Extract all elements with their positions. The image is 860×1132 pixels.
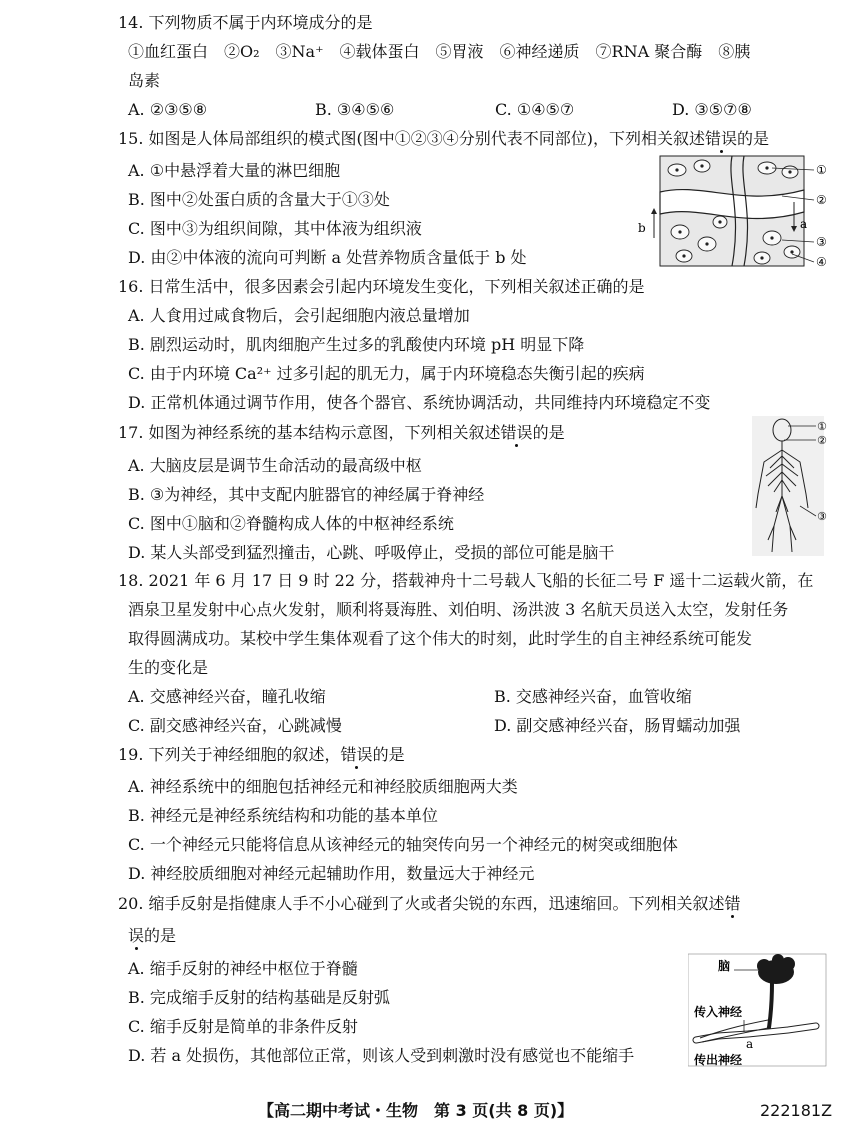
q20-stem-err1: 错 — [724, 894, 741, 913]
q20-stem-post: 的是 — [144, 926, 177, 945]
q15-stem-post: 的是 — [737, 129, 770, 148]
q17-option-b: B. ③为神经，其中支配内脏器官的神经属于脊神经 — [128, 485, 485, 504]
q15-option-b: B. 图中②处蛋白质的含量大于①③处 — [128, 190, 390, 209]
tissue-label-4: ④ — [816, 255, 827, 269]
q20-stem-line2 — [128, 925, 176, 947]
q17-stem — [118, 422, 565, 444]
footer-code: 222181Z — [760, 1101, 833, 1120]
q18-stem-line4: 生的变化是 — [128, 658, 209, 677]
reflex-label-afferent: 传入神经 — [694, 1005, 743, 1019]
q16-option-b: B. 剧烈运动时，肌肉细胞产生过多的乳酸使内环境 pH 明显下降 — [128, 335, 585, 354]
q18-stem-line1: 18. 2021 年 6 月 17 日 9 时 22 分，搭载神舟十二号载人飞船的长征二号 F 遥十二运载火箭，在 — [118, 571, 814, 590]
tissue-label-1: ① — [816, 163, 827, 177]
q14-option-c: C. ①④⑤⑦ — [495, 100, 575, 119]
q15-option-a: A. ①中悬浮着大量的淋巴细胞 — [128, 161, 341, 180]
q20-option-d: D. 若 a 处损伤，其他部位正常，则该人受到刺激时没有感觉也不能缩手 — [128, 1046, 635, 1065]
tissue-label-b: b — [638, 221, 646, 235]
q15-stem-err: 错误 — [705, 129, 738, 148]
q15-stem-pre: 15. 如图是人体局部组织的模式图(图中①②③④分别代表不同部位)，下列相关叙述 — [118, 129, 706, 148]
q14-option-d: D. ③⑤⑦⑧ — [672, 100, 752, 119]
q16-option-a: A. 人食用过咸食物后，会引起细胞内液总量增加 — [128, 306, 470, 325]
q18-option-d: D. 副交感神经兴奋，肠胃蠕动加强 — [494, 716, 741, 735]
q18-option-c: C. 副交感神经兴奋，心跳减慢 — [128, 716, 342, 735]
q16-option-c: C. 由于内环境 Ca²⁺ 过多引起的肌无力，属于内环境稳态失衡引起的疾病 — [128, 364, 645, 383]
q14-option-a: A. ②③⑤⑧ — [128, 100, 208, 119]
q18-stem-line2: 酒泉卫星发射中心点火发射，顺利将聂海胜、刘伯明、汤洪波 3 名航天员送入太空，发射任务 — [128, 600, 789, 619]
q14-option-b: B. ③④⑤⑥ — [315, 100, 395, 119]
reflex-label-efferent: 传出神经 — [694, 1053, 743, 1067]
q16-option-d: D. 正常机体通过调节作用，使各个器官、系统协调活动，共同维持内环境稳定不变 — [128, 393, 711, 412]
ns-label-1: ① — [817, 420, 827, 433]
tissue-label-a: a — [800, 217, 808, 231]
q19-option-a: A. 神经系统中的细胞包括神经元和神经胶质细胞两大类 — [128, 777, 518, 796]
tissue-label-2: ② — [816, 193, 827, 207]
q17-stem-pre: 17. 如图为神经系统的基本结构示意图，下列相关叙述 — [118, 423, 501, 442]
reflex-arc-diagram — [688, 950, 830, 1072]
q20-option-a: A. 缩手反射的神经中枢位于脊髓 — [128, 959, 358, 978]
nervous-system-diagram — [752, 416, 834, 556]
q20-stem-pre: 20. 缩手反射是指健康人手不小心碰到了火或者尖锐的东西，迅速缩回。下列相关叙述 — [118, 894, 725, 913]
q17-option-d: D. 某人头部受到猛烈撞击，心跳、呼吸停止，受损的部位可能是脑干 — [128, 543, 615, 562]
q17-option-c: C. 图中①脑和②脊髓构成人体的中枢神经系统 — [128, 514, 454, 533]
q20-option-b: B. 完成缩手反射的结构基础是反射弧 — [128, 988, 390, 1007]
tissue-label-3: ③ — [816, 235, 827, 249]
q20-option-c: C. 缩手反射是简单的非条件反射 — [128, 1017, 358, 1036]
reflex-label-brain: 脑 — [718, 959, 731, 973]
q18-option-a: A. 交感神经兴奋，瞳孔收缩 — [128, 687, 326, 706]
ns-label-3: ③ — [817, 510, 827, 523]
q14-stem: 14. 下列物质不属于内环境成分的是 — [118, 13, 373, 32]
q14-items-line2: 岛素 — [128, 71, 161, 90]
footer-title: 【高二期中考试・生物 第 3 页(共 8 页)】 — [258, 1101, 574, 1120]
q19-option-b: B. 神经元是神经系统结构和功能的基本单位 — [128, 806, 438, 825]
q20-stem-err2: 误 — [128, 926, 145, 945]
q19-stem — [118, 744, 405, 766]
q19-option-c: C. 一个神经元只能将信息从该神经元的轴突传向另一个神经元的树突或细胞体 — [128, 835, 678, 854]
q14-items-line1: ①血红蛋白 ②O₂ ③Na⁺ ④载体蛋白 ⑤胃液 ⑥神经递质 ⑦RNA 聚合酶 ⑧胰 — [128, 42, 751, 61]
q19-stem-pre: 19. 下列关于神经细胞的叙述， — [118, 745, 341, 764]
q17-option-a: A. 大脑皮层是调节生命活动的最高级中枢 — [128, 456, 422, 475]
q18-option-b: B. 交感神经兴奋，血管收缩 — [494, 687, 692, 706]
q20-stem-line1 — [118, 893, 741, 915]
q18-stem-line3: 取得圆满成功。某校中学生集体观看了这个伟大的时刻，此时学生的自主神经系统可能发 — [128, 629, 753, 648]
q19-option-d: D. 神经胶质细胞对神经元起辅助作用，数量远大于神经元 — [128, 864, 535, 883]
q15-stem — [118, 128, 769, 150]
q15-option-c: C. 图中③为组织间隙，其中体液为组织液 — [128, 219, 422, 238]
q16-stem: 16. 日常生活中，很多因素会引起内环境发生变化，下列相关叙述正确的是 — [118, 277, 645, 296]
q15-option-d: D. 由②中体液的流向可判断 a 处营养物质含量低于 b 处 — [128, 248, 527, 267]
q19-stem-post: 的是 — [372, 745, 405, 764]
q17-stem-err: 错误 — [500, 423, 533, 442]
ns-label-2: ② — [817, 434, 827, 447]
q19-stem-err: 错误 — [340, 745, 373, 764]
reflex-label-a: a — [746, 1037, 754, 1051]
q17-stem-post: 的是 — [532, 423, 565, 442]
tissue-diagram — [632, 152, 832, 270]
